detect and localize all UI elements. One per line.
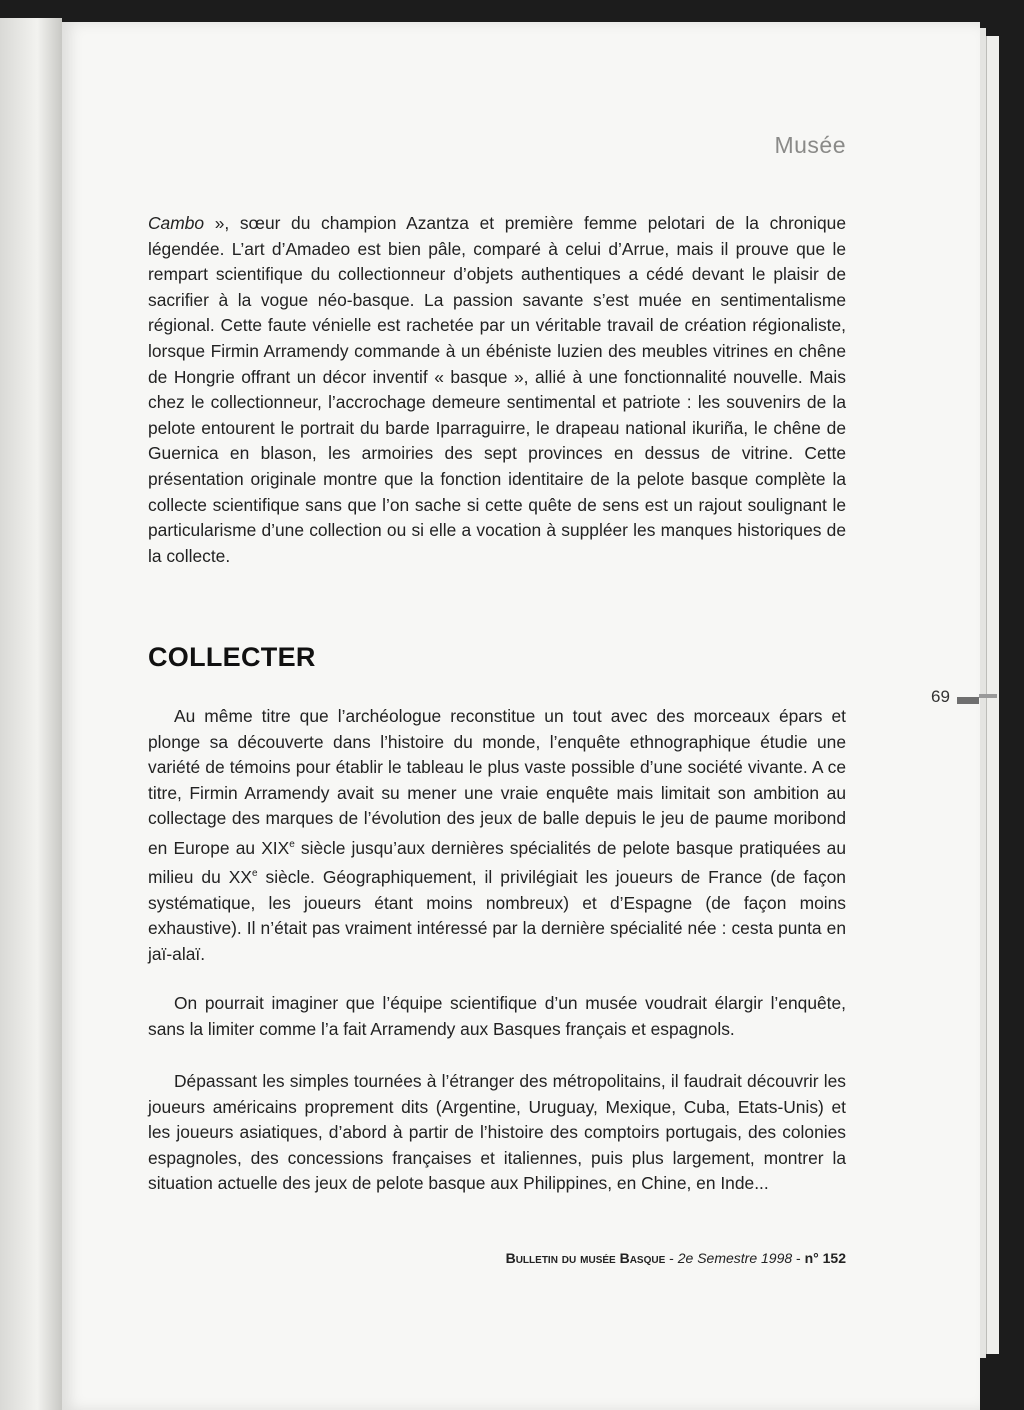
journal-title: Bulletin du musée Basque — [505, 1250, 666, 1266]
paragraph-3: On pourrait imaginer que l’équipe scientifique d’un musée voudrait élargir l’enquête, sans la limiter comme l’a fait Arramendy aux Basques français et espagnols. — [148, 993, 846, 1039]
issue-period: 2e Semestre 1998 — [677, 1250, 793, 1266]
italic-title: Cambo — [148, 213, 205, 233]
paragraph-2-text-a: Au même titre que l’archéologue reconstitue un tout avec des morceaux épars et plonge sa découverte dans l’histoire du monde, l’enquête ethnographique étudie une variété de témoins pour établir le tableau le plus vaste possible d’une société vivante. A ce titre, Firmin Arramendy avait su mener une vraie enquête mais limitait son ambition au collectage des marques de l’évolution des jeux de balle depuis le jeu de paume moribond en Europe au — [148, 706, 846, 858]
page-marker-tab — [979, 694, 997, 698]
paragraph-2-text-b: siècle jusqu’aux dernières spécialités de pelote basque pratiquées au milieu du — [148, 837, 846, 888]
issue-number: n° 152 — [804, 1250, 846, 1266]
section-heading: COLLECTER — [148, 642, 316, 672]
paragraph-1 — [148, 211, 846, 569]
page-number: 69 — [931, 687, 950, 706]
running-header: Musée — [774, 132, 846, 158]
footer-separator: - — [665, 1250, 678, 1266]
century-20: XX — [228, 867, 252, 888]
superscript: e — [289, 838, 295, 850]
page-marker-bar — [957, 697, 979, 704]
footer — [506, 1250, 846, 1266]
century-19: XIX — [261, 837, 290, 858]
paragraph-2 — [148, 704, 846, 968]
paragraph-1-text: », sœur du champion Azantza et première femme pelotari de la chronique légendée. L’art d’Amadeo est bien pâle, comparé à celui d’Arrue, mais il prouve que le rempart scientifique du collectionneur d’objets authentiques a cédé devant le plaisir de sacrifier à la vogue néo-basque. La passion savante s’est muée en sentimentalisme régional. Cette faute vénielle est rachetée par un véritable travail de création régionaliste, lorsque Firmin Arramendy commande à un ébéniste luzien des meubles vitrines en chêne de Hongrie offrant un décor inventif « basque », allié à une fonctionnalité nouvelle. Mais chez le collectionneur, l’accrochage demeure sentimental et patriote : les souvenirs de la pelote entourent le portrait du barde Iparraguirre, le drapeau national ikuriña, le chêne de Guernica en blason, les armoiries des sept provinces en dessus de vitrine. Cette présentation originale montre que la fonction identitaire de la pelote basque complète la collecte scientifique sans que l’on sache si cette quête de sens est un rajout soulignant le particularisme d’une collection ou si elle a vocation à suppléer les manques historiques de la collecte. — [148, 213, 846, 566]
left-page-edge — [0, 18, 62, 1410]
paragraph-4: Dépassant les simples tournées à l’étranger des métropolitains, il faudrait découvrir les joueurs américains proprement dits (Argentine, Uruguay, Mexique, Cuba, Etats-Unis) et les joueurs asiatiques, d’abord à partir de l’histoire des comptoirs portugais, des colonies espagnoles, des concessions françaises et italiennes, puis plus largement, montrer la situation actuelle des jeux de pelote basque aux Philippines, en Chine, en Inde... — [148, 1071, 846, 1194]
footer-separator: - — [792, 1250, 805, 1266]
superscript: e — [251, 868, 258, 880]
paragraph-2-text-c: siècle. Géographiquement, il privilégiait les joueurs de France (de façon systématique, les joueurs étant moins nombreux) et d’Espagne (de façon moins exhaustive). Il n’était pas vraiment intéressé par la dernière spécialité née : cesta punta en jaï-alaï. — [148, 867, 846, 964]
